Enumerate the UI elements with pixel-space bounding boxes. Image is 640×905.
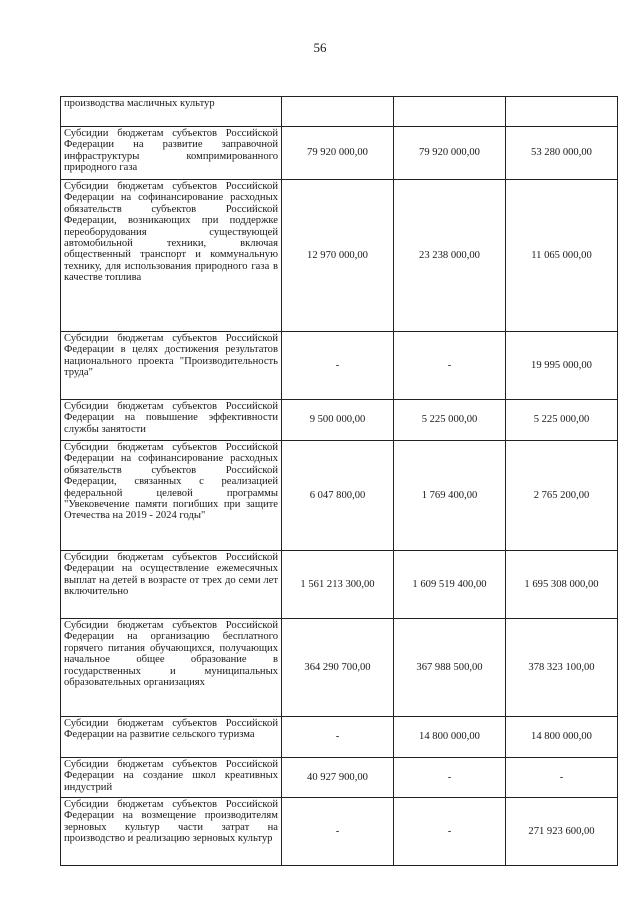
value-year-1: 1 561 213 300,00 <box>282 551 394 619</box>
value-year-2: 1 609 519 400,00 <box>394 551 506 619</box>
row-description: производства масличных культур <box>61 97 282 127</box>
value-year-3: 5 225 000,00 <box>506 400 618 441</box>
value-year-2: 79 920 000,00 <box>394 127 506 180</box>
row-description: Субсидии бюджетам субъектов Российской Федерации в целях достижения результатов национального проекта "Производительность труда" <box>61 332 282 400</box>
value-year-1: - <box>282 717 394 758</box>
value-year-3: 2 765 200,00 <box>506 441 618 551</box>
value-year-2: - <box>394 798 506 866</box>
value-year-1: 6 047 800,00 <box>282 441 394 551</box>
table-row <box>61 332 618 400</box>
table-row <box>61 619 618 717</box>
table-row <box>61 717 618 758</box>
value-year-1: 40 927 900,00 <box>282 758 394 798</box>
row-description: Субсидии бюджетам субъектов Российской Федерации на возмещение производителям зерновых культур части затрат на производство и реализацию зерновых культур <box>61 798 282 866</box>
value-year-3: 19 995 000,00 <box>506 332 618 400</box>
value-year-3: 14 800 000,00 <box>506 717 618 758</box>
value-year-2: 14 800 000,00 <box>394 717 506 758</box>
table-row <box>61 551 618 619</box>
table-row <box>61 180 618 332</box>
value-year-3 <box>506 97 618 127</box>
value-year-2: 5 225 000,00 <box>394 400 506 441</box>
value-year-1: 9 500 000,00 <box>282 400 394 441</box>
value-year-1: 79 920 000,00 <box>282 127 394 180</box>
value-year-2: 367 988 500,00 <box>394 619 506 717</box>
row-description: Субсидии бюджетам субъектов Российской Федерации на софинансирование расходных обязательств субъектов Российской Федерации, возникающих при поддержке переоборудования существующей автомобильной техники, включая общественный транспорт и коммунальную технику, для использования природного газа в качестве топлива <box>61 180 282 332</box>
row-description: Субсидии бюджетам субъектов Российской Федерации на создание школ креативных индустрий <box>61 758 282 798</box>
value-year-1: - <box>282 332 394 400</box>
table-row <box>61 798 618 866</box>
value-year-2: 23 238 000,00 <box>394 180 506 332</box>
value-year-3: - <box>506 758 618 798</box>
value-year-3: 53 280 000,00 <box>506 127 618 180</box>
row-description: Субсидии бюджетам субъектов Российской Федерации на развитие сельского туризма <box>61 717 282 758</box>
row-description: Субсидии бюджетам субъектов Российской Федерации на повышение эффективности службы занятости <box>61 400 282 441</box>
value-year-2: - <box>394 332 506 400</box>
row-description: Субсидии бюджетам субъектов Российской Федерации на развитие заправочной инфраструктуры компримированного природного газа <box>61 127 282 180</box>
value-year-3: 1 695 308 000,00 <box>506 551 618 619</box>
value-year-1: - <box>282 798 394 866</box>
row-description: Субсидии бюджетам субъектов Российской Федерации на софинансирование расходных обязательств субъектов Российской Федерации, связанных с реализацией федеральной целевой программы "Увековечение памяти погибших при защите Отечества на 2019 - 2024 годы" <box>61 441 282 551</box>
value-year-3: 11 065 000,00 <box>506 180 618 332</box>
value-year-1: 364 290 700,00 <box>282 619 394 717</box>
page-number: 56 <box>313 40 327 55</box>
value-year-2: - <box>394 758 506 798</box>
table-row <box>61 758 618 798</box>
row-description: Субсидии бюджетам субъектов Российской Федерации на осуществление ежемесячных выплат на детей в возрасте от трех до семи лет включительно <box>61 551 282 619</box>
table-row <box>61 441 618 551</box>
value-year-2 <box>394 97 506 127</box>
subsidy-table <box>60 96 618 866</box>
row-description: Субсидии бюджетам субъектов Российской Федерации на организацию бесплатного горячего питания обучающихся, получающих начальное общее образование в государственных и муниципальных образовательных организациях <box>61 619 282 717</box>
value-year-1 <box>282 97 394 127</box>
table-row <box>61 97 618 127</box>
value-year-3: 378 323 100,00 <box>506 619 618 717</box>
value-year-1: 12 970 000,00 <box>282 180 394 332</box>
value-year-3: 271 923 600,00 <box>506 798 618 866</box>
table-row <box>61 400 618 441</box>
value-year-2: 1 769 400,00 <box>394 441 506 551</box>
table-row <box>61 127 618 180</box>
